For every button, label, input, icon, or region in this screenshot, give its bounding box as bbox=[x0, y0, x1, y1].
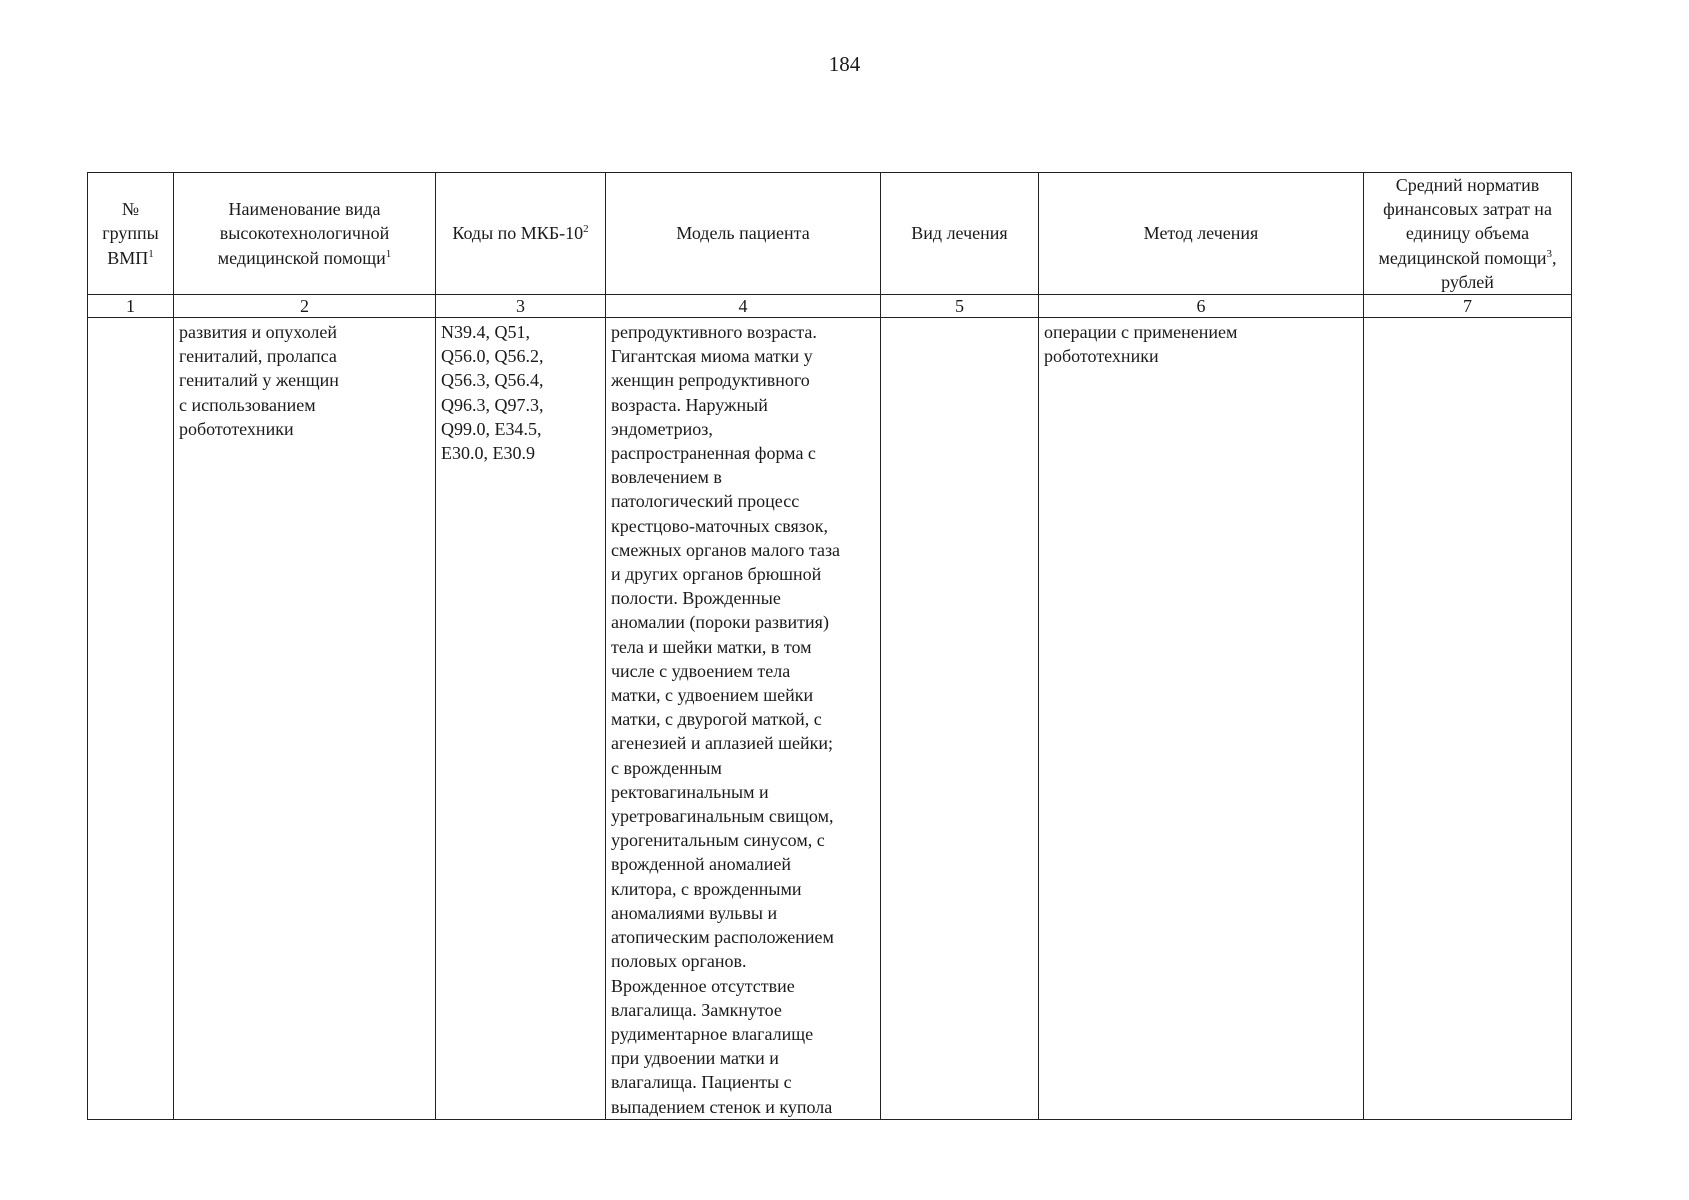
column-number: 5 bbox=[881, 295, 1039, 318]
column-number: 6 bbox=[1039, 295, 1364, 318]
cell-patient-model: репродуктивного возраста. Гигантская миома матки у женщин репродуктивного возраста. Наружный эндометриоз, распространенная форма с вовлечением в патологический процесс крестцово-маточных связок, смежных органов малого таза и других органов брюшной полости. Врожденные аномалии (пороки развития) тела и шейки матки, в том числе с удвоением тела матки, с удвоением шейки матки, с двурогой маткой, с агенезией и аплазией шейки; с врожденным ректовагинальным и уретровагинальным свищом, урогенитальным синусом, с врожденной аномалией клитора, с врожденными аномалиями вульвы и атопическим расположением половых органов. Врожденное отсутствие влагалища. Замкнутое рудиментарное влагалище при удвоении матки и влагалища. Пациенты с выпадением стенок и купола bbox=[606, 318, 881, 1120]
cell-group-no bbox=[88, 318, 174, 1120]
column-number: 4 bbox=[606, 295, 881, 318]
column-number: 7 bbox=[1364, 295, 1572, 318]
cell-icd-codes: N39.4, Q51, Q56.0, Q56.2, Q56.3, Q56.4, Q96.3, Q97.3, Q99.0, E34.5, E30.0, E30.9 bbox=[436, 318, 606, 1120]
header-patient-model: Модель пациента bbox=[606, 173, 881, 295]
column-number: 2 bbox=[174, 295, 436, 318]
cell-treatment-method: операции с применением робототехники bbox=[1039, 318, 1364, 1120]
header-cost: Средний норматив финансовых затрат на единицу объема медицинской помощи$^3$, рублей bbox=[1364, 173, 1572, 295]
header-treatment-method: Метод лечения bbox=[1039, 173, 1364, 295]
header-treatment-type: Вид лечения bbox=[881, 173, 1039, 295]
cell-treatment-type bbox=[881, 318, 1039, 1120]
column-number: 1 bbox=[88, 295, 174, 318]
header-row bbox=[88, 173, 1572, 295]
header-care-name: Наименование вида высокотехнологичной медицинской помощи$^1$ bbox=[174, 173, 436, 295]
column-number-row bbox=[88, 295, 1572, 318]
header-icd-codes: Коды по МКБ-$10^2$ bbox=[436, 173, 606, 295]
header-group-no: № группы ВМП$^1$ bbox=[88, 173, 174, 295]
cell-care-name: развития и опухолей гениталий, пролапса гениталий у женщин с использованием робототехники bbox=[174, 318, 436, 1120]
vmp-table bbox=[87, 172, 1572, 1120]
column-number: 3 bbox=[436, 295, 606, 318]
table-row bbox=[88, 318, 1572, 1120]
cell-cost bbox=[1364, 318, 1572, 1120]
page-number: 184 bbox=[828, 52, 861, 76]
